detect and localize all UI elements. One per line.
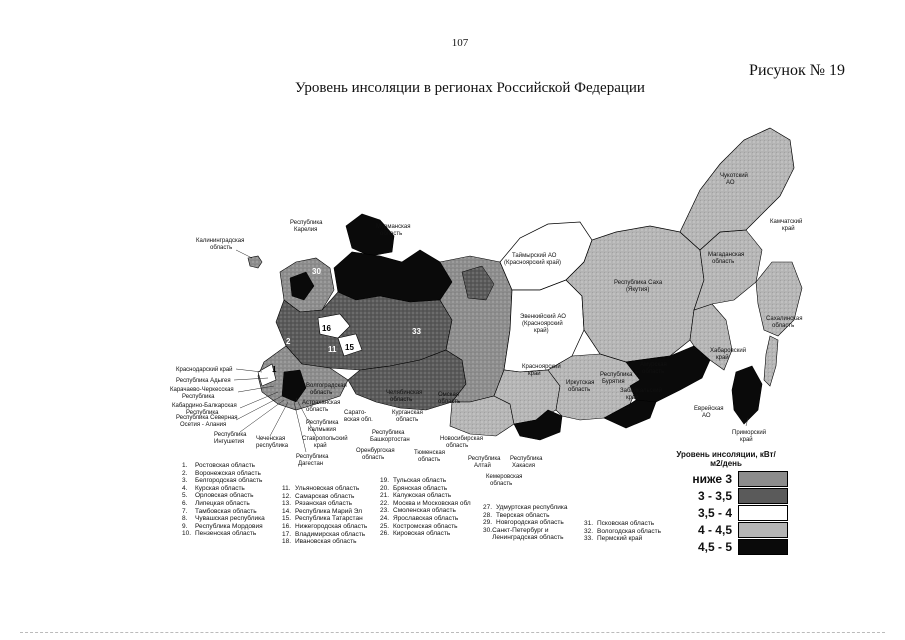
label-sev-osetia: Республика Северная bbox=[176, 415, 238, 421]
label-krasnodar: Краснодарский край bbox=[176, 367, 233, 373]
legend-row bbox=[676, 521, 788, 538]
list-item: 11. Ульяновская область bbox=[282, 485, 360, 492]
svg-text:(Якутия): (Якутия) bbox=[626, 287, 650, 293]
list-item: 23. Смоленская область bbox=[380, 507, 456, 515]
list-item: 13. Рязанская область bbox=[282, 500, 353, 508]
list-item: 29. Новгородская область bbox=[483, 519, 564, 527]
legend bbox=[676, 470, 788, 555]
page-number: 107 bbox=[451, 37, 469, 49]
svg-text:Башкортостан: Башкортостан bbox=[370, 437, 410, 443]
label-evrey: Еврейская bbox=[694, 406, 724, 412]
list-item: 21. Калужская область bbox=[380, 492, 452, 500]
label-bashkortostan: Республика bbox=[372, 430, 405, 436]
label-kurgan: Курганская bbox=[392, 410, 423, 416]
svg-text:область: область bbox=[568, 387, 591, 393]
svg-text:область: область bbox=[390, 397, 413, 403]
label-buryatia: Республика bbox=[600, 372, 633, 378]
list-item: 5. Орловская область bbox=[182, 492, 254, 500]
svg-text:Калмыкия: Калмыкия bbox=[308, 427, 336, 433]
list-item: 3. Белгородская область bbox=[182, 477, 263, 485]
svg-text:край: край bbox=[740, 437, 753, 443]
svg-text:АО: АО bbox=[702, 413, 711, 419]
map-title: Уровень инсоляции в регионах Российской Федерации bbox=[295, 80, 645, 96]
legend-label: 3,5 - 4 bbox=[697, 505, 732, 520]
list-item: 10. Пензенская область bbox=[182, 530, 257, 538]
list-item: 17. Владимирская область bbox=[282, 530, 366, 538]
legend-swatch bbox=[738, 522, 788, 538]
legend-row bbox=[676, 538, 788, 555]
svg-text:область: область bbox=[310, 390, 333, 396]
svg-text:край: край bbox=[528, 371, 541, 377]
label-chelyabinsk: Челябинская bbox=[386, 390, 423, 396]
legend-label: 4,5 - 5 bbox=[697, 539, 732, 554]
list-item: 32. Вологодская область bbox=[584, 527, 662, 535]
region-sakhalin bbox=[764, 336, 778, 386]
list-item: 1. Ростовская область bbox=[182, 462, 256, 469]
list-item: 16. Нижегородская область bbox=[282, 522, 368, 530]
label-ingushetia: Республика bbox=[214, 432, 247, 438]
svg-text:область: область bbox=[446, 443, 469, 449]
label-kamchatka: Камчатский bbox=[770, 219, 803, 225]
map-number-2: 2 bbox=[286, 337, 291, 346]
list-item: 4. Курская область bbox=[182, 484, 245, 492]
svg-text:край): край) bbox=[534, 328, 549, 334]
svg-text:Республика: Республика bbox=[182, 394, 215, 400]
svg-text:край: край bbox=[314, 443, 327, 449]
list-item: 19. Тульская область bbox=[380, 477, 447, 484]
label-irkutsk: Иркутская bbox=[566, 380, 595, 386]
list-item: 9. Республика Мордовия bbox=[182, 522, 263, 530]
list-item: 14. Республика Марий Эл bbox=[282, 507, 363, 515]
region-list-col-3 bbox=[380, 477, 471, 538]
list-item: 30. Санкт-Петербург и Ленинградская область bbox=[483, 526, 564, 542]
region-arkhangelsk bbox=[334, 250, 452, 302]
label-adygea: Республика Адыгея bbox=[176, 378, 231, 384]
label-zabaikal: Забайкальский bbox=[620, 388, 662, 394]
svg-text:область: область bbox=[712, 259, 735, 265]
region-list-col-1 bbox=[182, 462, 265, 538]
region-list-col-2 bbox=[282, 485, 367, 546]
legend-row bbox=[676, 470, 788, 487]
label-kalmykia: Республика bbox=[306, 420, 339, 426]
label-kbr: Кабардино-Балкарская bbox=[172, 403, 237, 409]
label-stavropol: Ставропольский bbox=[302, 436, 348, 442]
legend-row bbox=[676, 504, 788, 521]
figure-label: Рисунок № 19 bbox=[749, 62, 845, 79]
list-item: 2. Воронежская область bbox=[182, 469, 261, 477]
map-number-16: 16 bbox=[322, 324, 331, 333]
label-saratov: Сарато- bbox=[344, 410, 367, 416]
label-karelia: Республика bbox=[290, 220, 323, 226]
list-item: 8. Чувашская республика bbox=[182, 515, 265, 523]
svg-text:край: край bbox=[626, 395, 639, 401]
label-sakha: Республика Саха bbox=[614, 280, 663, 286]
list-item: 33. Пермский край bbox=[584, 535, 643, 543]
map-number-11: 11 bbox=[328, 345, 337, 354]
list-item: 6. Липецкая область bbox=[182, 499, 250, 507]
list-item: 20. Брянская область bbox=[380, 484, 448, 492]
list-item: 12. Самарская область bbox=[282, 492, 355, 500]
legend-label: 3 - 3,5 bbox=[697, 488, 732, 503]
label-orenburg: Оренбургская bbox=[356, 448, 395, 454]
legend-swatch bbox=[738, 488, 788, 504]
label-magadan: Магаданская bbox=[708, 252, 745, 258]
svg-text:Бурятия: Бурятия bbox=[602, 379, 625, 385]
map-number-1: 1 bbox=[272, 365, 277, 374]
label-chechnya: Чеченская bbox=[256, 436, 286, 442]
label-khakasia: Республика bbox=[510, 456, 543, 462]
region-list-col-5 bbox=[584, 520, 661, 543]
list-item: 28. Тверская область bbox=[483, 511, 550, 519]
svg-text:вская обл.: вская обл. bbox=[344, 417, 373, 423]
svg-text:область: область bbox=[396, 417, 419, 423]
legend-label: 4 - 4,5 bbox=[697, 522, 732, 537]
svg-text:область: область bbox=[772, 323, 795, 329]
svg-text:область: область bbox=[642, 369, 665, 375]
region-primorye bbox=[732, 366, 762, 424]
svg-text:Республика: Республика bbox=[186, 410, 219, 416]
svg-text:Ингушетия: Ингушетия bbox=[214, 439, 245, 445]
label-taimyr: Таймырский АО bbox=[512, 253, 557, 259]
svg-text:область: область bbox=[306, 407, 329, 413]
list-item: 7. Тамбовская область bbox=[182, 507, 257, 515]
map-number-30: 30 bbox=[312, 267, 321, 276]
svg-text:область: область bbox=[418, 457, 441, 463]
label-omsk: Омская bbox=[438, 392, 460, 398]
svg-text:область: область bbox=[490, 481, 513, 487]
label-tyumen: Тюменская bbox=[414, 450, 445, 456]
list-item: 22. Москва и Московская обл bbox=[380, 499, 471, 507]
label-evenk: Эвенкийский АО bbox=[520, 314, 566, 320]
svg-text:Хакасия: Хакасия bbox=[512, 463, 536, 469]
list-item: 26. Кировская область bbox=[380, 530, 451, 538]
svg-text:край: край bbox=[782, 226, 795, 232]
legend-swatch bbox=[738, 471, 788, 487]
label-krasnoyarsk: Красноярский bbox=[522, 364, 561, 370]
list-item: 27. Удмуртская республика bbox=[483, 504, 568, 511]
list-item: 18. Ивановская область bbox=[282, 538, 357, 546]
svg-text:край: край bbox=[716, 355, 729, 361]
svg-text:республика: республика bbox=[256, 443, 289, 449]
list-item: 15. Республика Татарстан bbox=[282, 515, 363, 523]
label-altai: Республика bbox=[468, 456, 501, 462]
label-volgograd: Волгоградская bbox=[306, 383, 347, 389]
svg-text:Алтай: Алтай bbox=[474, 463, 491, 469]
region-list-col-4 bbox=[483, 504, 583, 542]
label-novosibirsk: Новосибирская bbox=[440, 436, 483, 442]
label-amur: Амурская bbox=[640, 362, 667, 368]
svg-text:АО: АО bbox=[726, 180, 735, 186]
legend-swatch bbox=[738, 539, 788, 555]
svg-text:Дагестан: Дагестан bbox=[298, 461, 324, 467]
svg-text:Карелия: Карелия bbox=[294, 227, 318, 233]
label-dagestan: Республика bbox=[296, 454, 329, 460]
svg-text:область: область bbox=[210, 245, 233, 251]
legend-swatch bbox=[738, 505, 788, 521]
map-number-15: 15 bbox=[345, 343, 354, 352]
label-astrakhan: Астраханская bbox=[302, 400, 341, 406]
label-kemerovo: Кемеровская bbox=[486, 474, 523, 480]
svg-text:Осетия - Алания: Осетия - Алания bbox=[180, 422, 227, 428]
page-footer-line bbox=[20, 632, 885, 633]
label-kchr: Карачаево-Черкесская bbox=[170, 387, 234, 393]
legend-row bbox=[676, 487, 788, 504]
list-item: 31. Псковская область bbox=[584, 520, 655, 527]
label-primorsky: Приморский bbox=[732, 430, 767, 436]
svg-text:(Красноярский: (Красноярский bbox=[522, 321, 563, 327]
label-murmansk: Мурманская bbox=[376, 224, 411, 230]
legend-label: ниже 3 bbox=[692, 471, 732, 486]
svg-text:(Красноярский край): (Красноярский край) bbox=[504, 260, 562, 266]
label-khabarovsk: Хабаровский bbox=[710, 348, 747, 354]
legend-title: Уровень инсоляции, кВт/м2/день bbox=[676, 450, 776, 468]
label-chukotka: Чукотский bbox=[720, 173, 748, 179]
region-kaliningrad bbox=[248, 256, 262, 268]
svg-text:область: область bbox=[362, 455, 385, 461]
map-number-33: 33 bbox=[412, 327, 421, 336]
label-sakhalin: Сахалинская bbox=[766, 316, 803, 322]
list-item: 25. Костромская область bbox=[380, 522, 458, 530]
svg-text:область: область bbox=[380, 231, 403, 237]
list-item: 24. Ярославская область bbox=[380, 514, 459, 522]
svg-text:область: область bbox=[438, 399, 461, 405]
label-kaliningrad: Калининградская bbox=[196, 238, 245, 244]
